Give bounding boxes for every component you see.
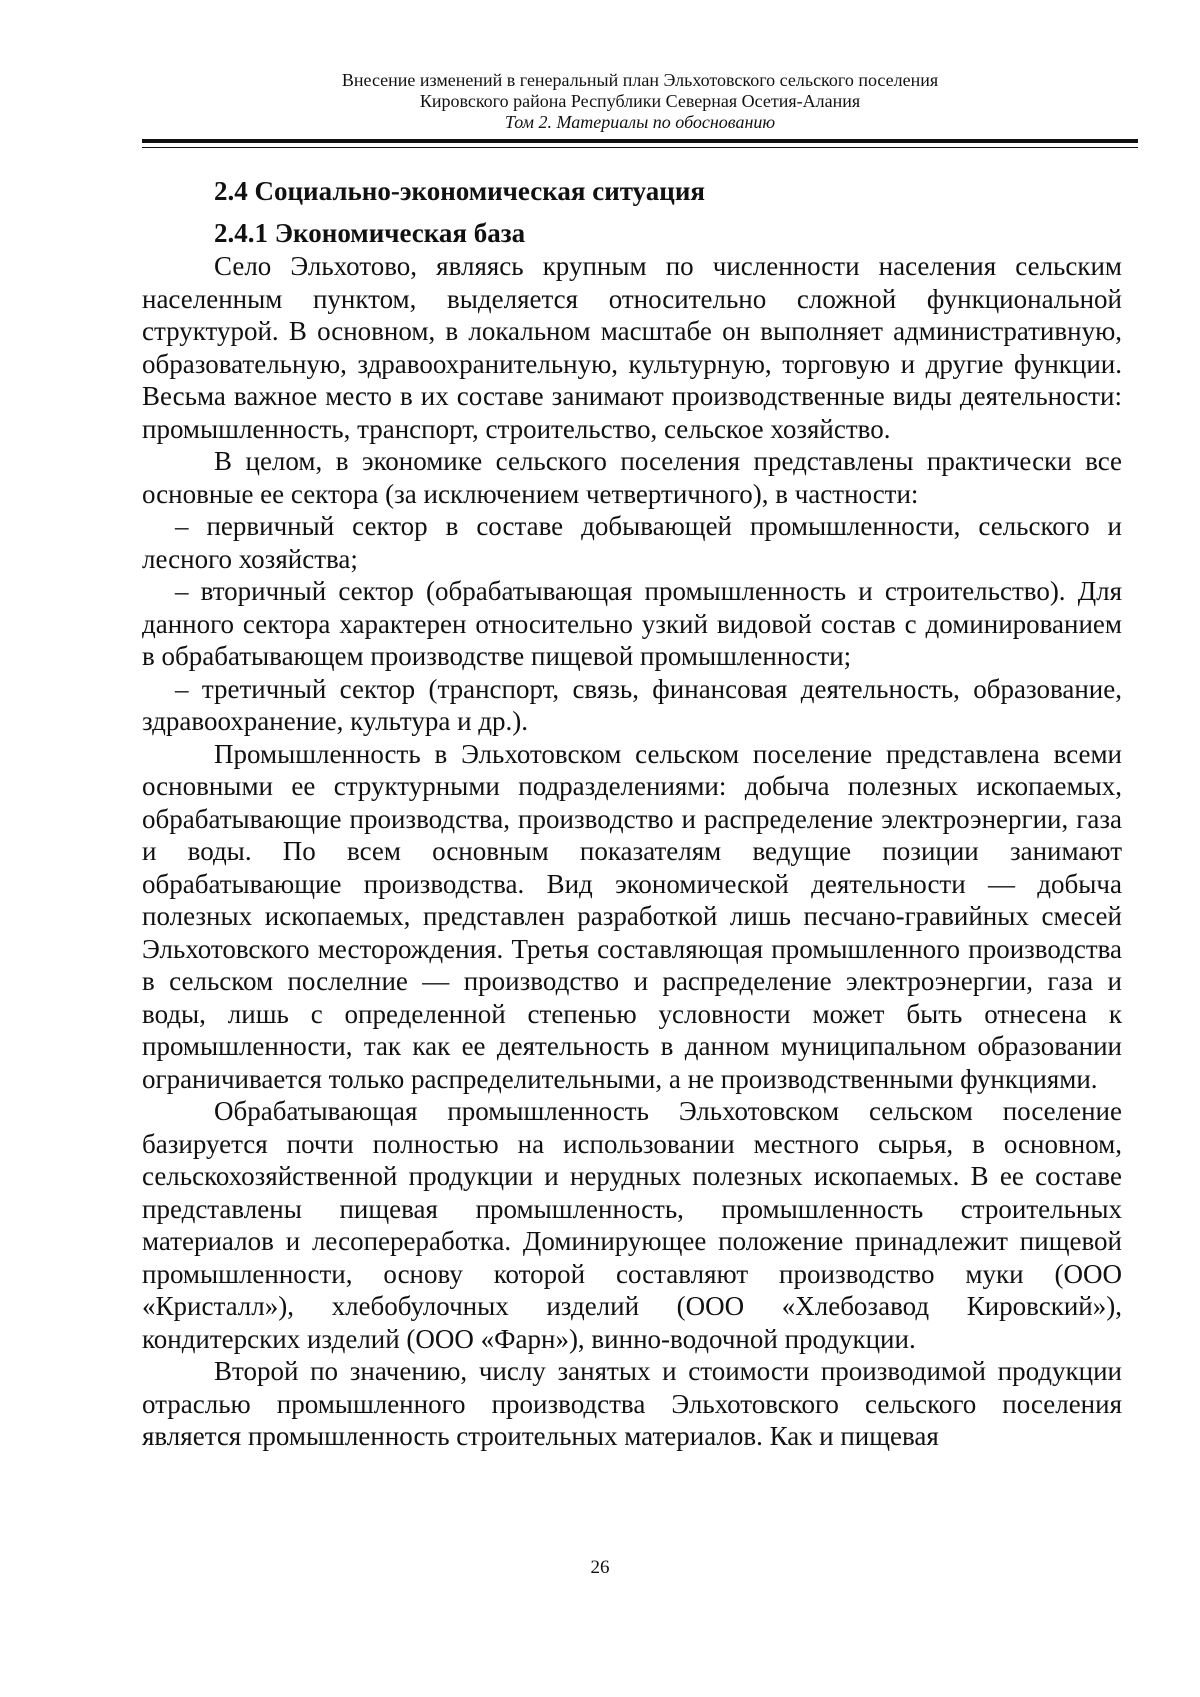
subsection-title: 2.4.1 Экономическая база [214, 218, 526, 248]
header-line-region: Кировского района Республики Северная Осетия-Алания [419, 91, 861, 111]
header-line-title: Внесение изменений в генеральный план Эльхотовского сельского поселения [341, 70, 939, 90]
paragraph-manufacturing: Обрабатывающая промышленность Эльхотовском сельском поселение базируется почти полностью на использовании местного сырья, в основном, сельскохозяйственной продукции и нерудных полезных ископаемых. В ее составе представлены пищевая промышленность, промышленность строительных материалов и лесопереработка. Доминирующее положение принадлежит пищевой промышленности, основу которой составляют производство муки (ООО «Кристалл»), хлебобулочных изделий (ООО «Хлебозавод Кировский»), кондитерских изделий (ООО «Фарн»), винно-водочной продукции. [142, 1096, 1122, 1354]
header-line-volume: Том 2. Материалы по обоснованию [504, 112, 776, 132]
list-item-tertiary-sector: – третичный сектор (транспорт, связь, финансовая деятельность, образование, здравоохранение, культура и др.). [142, 673, 1122, 736]
paragraph-intro: Село Эльхотово, являясь крупным по численности населения сельским населенным пунктом, выделяется относительно сложной функциональной структурой. В основном, в локальном масштабе он выполняет административную, образовательную, здравоохранительную, культурную, торговую и другие функции. Весьма важное место в их составе занимают производственные виды деятельности: промышленность, транспорт, строительство, сельское хозяйство. [142, 251, 1122, 444]
list-item-secondary-sector: – вторичный сектор (обрабатывающая промышленность и строительство). Для данного сектора характерен относительно узкий видовой состав с доминированием в обрабатывающем производстве пищевой промышленности; [142, 576, 1122, 671]
page-number: 26 [590, 1557, 610, 1578]
header-rule-thick [142, 139, 1138, 143]
paragraph-sectors: В целом, в экономике сельского поселения представлены практически все основные ее сектора (за исключением четвертичного), в частности: [142, 446, 1122, 509]
main-content [142, 174, 1122, 1453]
paragraph-industry: Промышленность в Эльхотовском сельском поселение представлена всеми основными ее структурными подразделениями: добыча полезных ископаемых, обрабатывающие производства, производство и распределение электроэнергии, газа и воды. По всем основным показателям ведущие позиции занимают обрабатывающие производства. Вид экономической деятельности — добыча полезных ископаемых, представлен разработкой лишь песчано-гравийных смесей Эльхотовского месторождения. Третья составляющая промышленного производства в сельском послелние — производство и распределение электроэнергии, газа и воды, лишь с определенной степенью условности может быть отнесена к промышленности, так как ее деятельность в данном муниципальном образовании ограничивается только распределительными, а не производственными функциями. [142, 738, 1122, 1094]
list-item-primary-sector: – первичный сектор в составе добывающей промышленности, сельского и лесного хозяйства; [142, 511, 1122, 574]
running-header [142, 70, 1138, 133]
paragraph-building-materials: Второй по значению, числу занятых и стоимости производимой продукции отраслью промышленного производства Эльхотовского сельского поселения является промышленность строительных материалов. Как и пищевая [142, 1356, 1122, 1451]
header-rule-thin [142, 147, 1138, 148]
section-title: 2.4 Социально-экономическая ситуация [214, 176, 706, 206]
